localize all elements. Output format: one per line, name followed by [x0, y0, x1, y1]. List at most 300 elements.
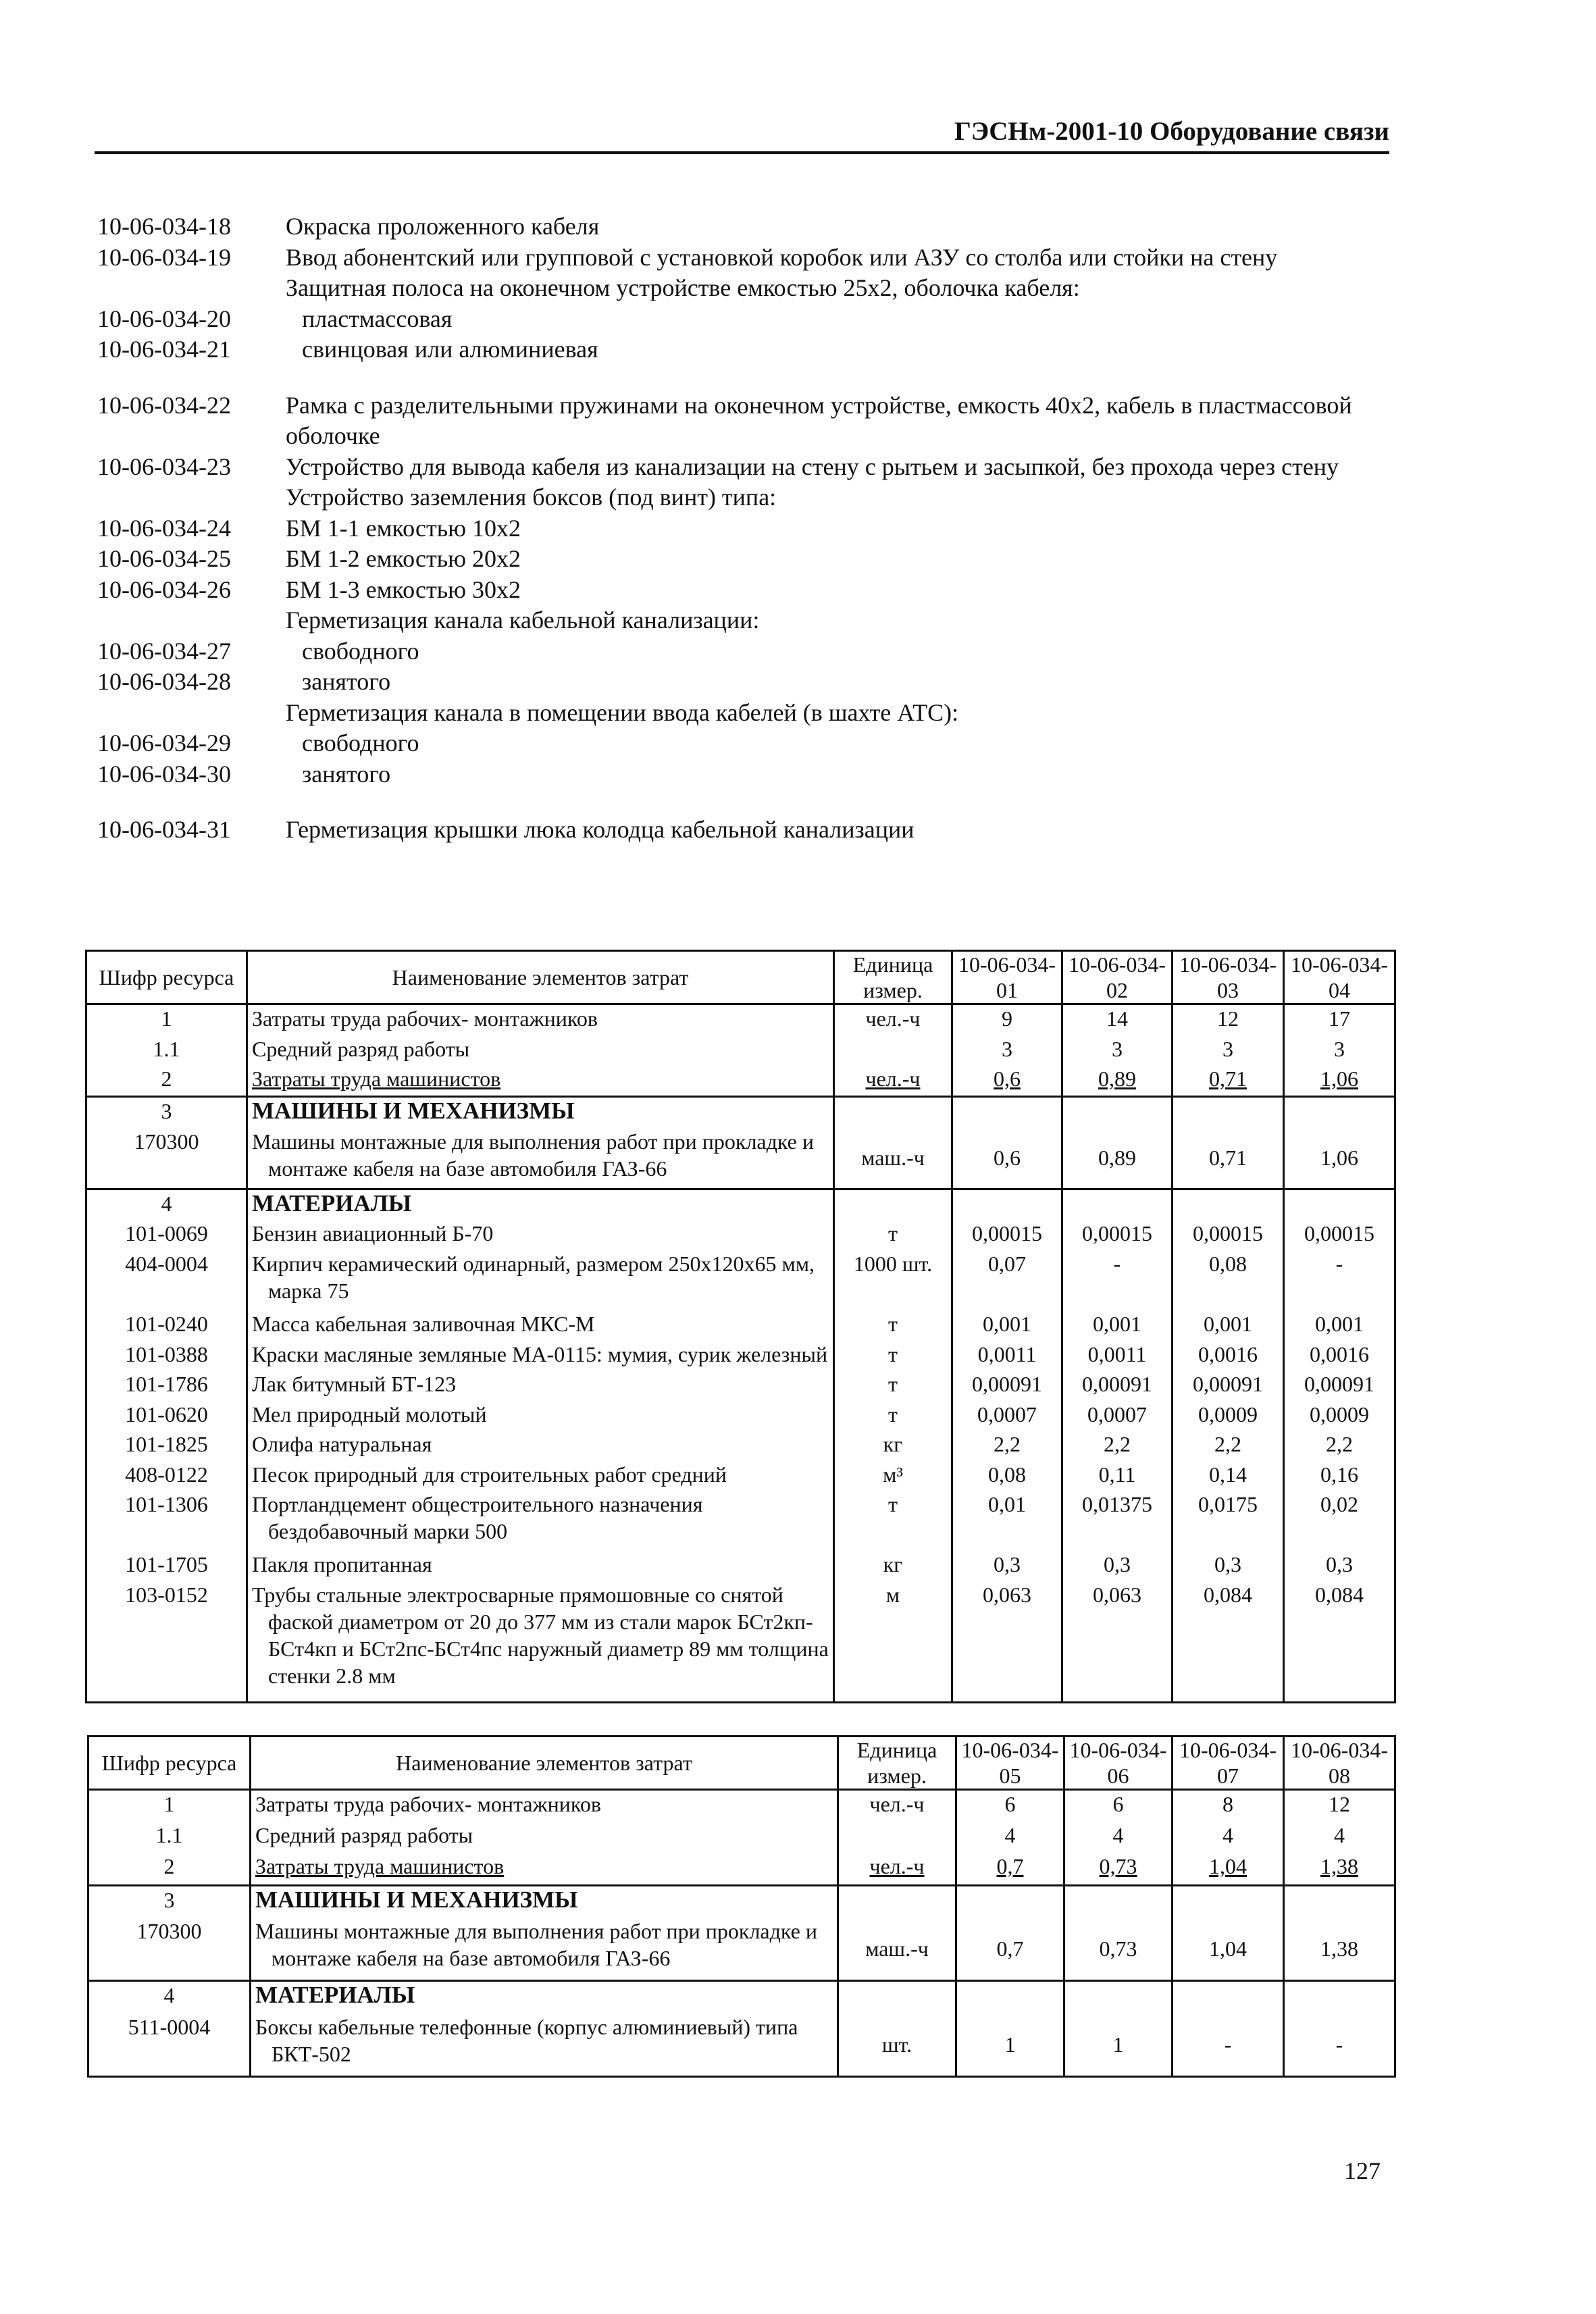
- value-cell: [1173, 1981, 1284, 2013]
- value-cell: [1062, 1370, 1173, 1401]
- table-row: [88, 1853, 1395, 1885]
- unit-text: кг: [883, 1552, 903, 1577]
- value-text: 0,00091: [972, 1372, 1042, 1397]
- value-text: 0,001: [1093, 1312, 1141, 1337]
- value-text: 0,00091: [1082, 1372, 1152, 1397]
- item-description: Герметизация канала в помещении ввода кабелей (в шахте АТС):: [286, 698, 959, 726]
- code-list-item: [97, 242, 1381, 274]
- value-text: 12: [1329, 1792, 1350, 1816]
- resource-code: 511-0004: [88, 2013, 251, 2077]
- item-code: 10-06-034-24: [97, 514, 231, 542]
- section-row: [88, 1885, 1395, 1918]
- unit-cell: [834, 1310, 952, 1341]
- unit-text: т: [888, 1372, 898, 1397]
- cost-element-text: Бензин авиационный Б-70: [252, 1221, 494, 1246]
- value-cell: [952, 1096, 1062, 1127]
- cost-element-text: МАШИНЫ И МЕХАНИЗМЫ: [252, 1097, 575, 1124]
- value-cell: [1284, 1250, 1395, 1310]
- value-cell: [1173, 1189, 1284, 1220]
- resource-table-1: [85, 950, 1396, 1703]
- value-text: 0,00091: [1193, 1372, 1263, 1397]
- value-cell: [1062, 1004, 1173, 1035]
- value-cell: [1284, 1790, 1395, 1822]
- code-list-item: [97, 605, 1381, 636]
- value-cell: [1173, 1128, 1284, 1189]
- value-text: 4: [1334, 1823, 1345, 1848]
- value-text: 0,001: [1315, 1312, 1364, 1337]
- item-code: 10-06-034-19: [97, 243, 231, 271]
- value-cell: [1284, 1220, 1395, 1250]
- value-cell: [1173, 1401, 1284, 1431]
- header-col: 10-06-034-05: [956, 1737, 1064, 1790]
- unit-cell: [834, 1431, 952, 1461]
- value-cell: [1173, 1581, 1284, 1703]
- value-text: 0,00015: [972, 1221, 1042, 1246]
- unit-text: м³: [883, 1462, 903, 1487]
- unit-cell: [834, 1096, 952, 1127]
- value-text: 0,01: [988, 1492, 1026, 1517]
- value-text: 0,00015: [1304, 1221, 1374, 1246]
- table-row: [86, 1370, 1395, 1401]
- resource-code: 101-0069: [86, 1220, 247, 1250]
- resource-code: 2: [86, 1065, 247, 1096]
- value-text: 12: [1217, 1006, 1239, 1031]
- resource-code: 1: [88, 1790, 251, 1822]
- value-text: 4: [1112, 1823, 1124, 1848]
- cost-element-text: Затраты труда рабочих- монтажников: [255, 1792, 601, 1816]
- cost-element-name: [247, 1004, 834, 1035]
- cost-element-text: Краски масляные земляные МА-0115: мумия, сурик железный: [252, 1341, 828, 1366]
- value-text: 0,084: [1204, 1582, 1252, 1607]
- cost-element-name: [247, 1581, 834, 1703]
- table-row: [86, 1551, 1395, 1581]
- code-list-item: [97, 334, 1381, 365]
- value-cell: [1062, 1250, 1173, 1310]
- value-cell: [1173, 1885, 1284, 1918]
- resource-code: 101-1306: [86, 1491, 247, 1551]
- code-list-item: [97, 759, 1381, 790]
- value-text: 4: [1004, 1823, 1016, 1848]
- value-text: 0,7: [996, 1936, 1024, 1961]
- table-row: [86, 1128, 1395, 1189]
- unit-cell: [838, 1885, 956, 1918]
- value-cell: [1062, 1065, 1173, 1096]
- value-text: 14: [1106, 1006, 1128, 1031]
- value-cell: [952, 1004, 1062, 1035]
- value-cell: [1064, 1822, 1173, 1853]
- unit-cell: [834, 1551, 952, 1581]
- value-text: 0,00091: [1304, 1372, 1374, 1397]
- value-text: 0,0007: [977, 1402, 1037, 1426]
- item-description: пластмассовая: [302, 305, 453, 332]
- table-row: [86, 1401, 1395, 1431]
- value-cell: [952, 1310, 1062, 1341]
- value-cell: [1062, 1581, 1173, 1703]
- value-cell: [952, 1581, 1062, 1703]
- header-col: 10-06-034-08: [1284, 1737, 1395, 1790]
- page-number: 127: [1344, 2157, 1381, 2184]
- cost-element-name: [251, 1822, 838, 1853]
- page-header: [95, 115, 1389, 154]
- section-row: [86, 1096, 1395, 1127]
- value-text: 0,08: [988, 1462, 1026, 1487]
- unit-cell: [834, 1189, 952, 1220]
- value-text: 1,38: [1320, 1936, 1358, 1961]
- value-text: 0,02: [1320, 1492, 1358, 1517]
- value-text: 2,2: [1326, 1432, 1353, 1457]
- value-text: 0,0009: [1198, 1402, 1258, 1426]
- value-cell: [952, 1128, 1062, 1189]
- value-cell: [1284, 1065, 1395, 1096]
- header-col: 10-06-034-07: [1173, 1737, 1284, 1790]
- item-description: свободного: [302, 637, 419, 665]
- item-code: 10-06-034-27: [97, 637, 231, 665]
- value-cell: [1062, 1461, 1173, 1491]
- value-text: 4: [1222, 1823, 1233, 1848]
- table-row: [86, 1431, 1395, 1461]
- item-code: 10-06-034-31: [97, 816, 231, 843]
- value-text: -: [1335, 2032, 1343, 2057]
- cost-element-name: [251, 2013, 838, 2077]
- unit-cell: [834, 1035, 952, 1066]
- cost-element-text: Пакля пропитанная: [252, 1552, 432, 1577]
- value-text: 1: [1112, 2032, 1124, 2057]
- code-list-item: [97, 390, 1381, 452]
- value-text: 2,2: [994, 1432, 1021, 1457]
- value-cell: [1284, 1370, 1395, 1401]
- item-code: 10-06-034-22: [97, 391, 231, 419]
- item-description: БМ 1-2 емкостью 20х2: [286, 545, 521, 572]
- value-text: 0,0007: [1087, 1402, 1147, 1426]
- cost-element-text: Средний разряд работы: [252, 1036, 470, 1061]
- item-code: 10-06-034-30: [97, 760, 231, 788]
- value-cell: [1064, 2013, 1173, 2077]
- value-text: 0,11: [1098, 1462, 1136, 1487]
- item-description: занятого: [302, 668, 391, 695]
- value-text: 3: [1334, 1036, 1345, 1061]
- value-text: 0,0011: [977, 1341, 1037, 1366]
- value-text: 0,0016: [1310, 1341, 1369, 1366]
- item-code: 10-06-034-23: [97, 453, 231, 480]
- value-text: 1,04: [1209, 1936, 1247, 1961]
- unit-cell: [834, 1401, 952, 1431]
- header-unit: Единица измер.: [838, 1737, 956, 1790]
- value-text: 3: [1112, 1036, 1123, 1061]
- value-cell: [1284, 1461, 1395, 1491]
- value-cell: [1284, 1581, 1395, 1703]
- cost-element-text: Трубы стальные электросварные прямошовные со снятой фаской диаметром от 20 до 377 мм из стали марок БСт2кп-БСт4кп и БСт2пс-БСт4пс наружный диаметр 89 мм толщина стенки 2.8 мм: [252, 1582, 829, 1688]
- item-code: 10-06-034-20: [97, 305, 231, 332]
- header-name: Наименование элементов затрат: [247, 951, 834, 1004]
- document-title: ГЭСНм-2001-10 Оборудование связи: [954, 117, 1389, 146]
- table-row: [86, 1220, 1395, 1250]
- unit-text: чел.-ч: [865, 1006, 921, 1031]
- value-cell: [952, 1220, 1062, 1250]
- value-text: 0,01375: [1082, 1492, 1152, 1517]
- value-cell: [1173, 1551, 1284, 1581]
- value-text: 6: [1004, 1792, 1016, 1816]
- section-row: [86, 1189, 1395, 1220]
- value-cell: [1284, 1822, 1395, 1853]
- code-list-item: [97, 273, 1381, 304]
- value-cell: [1064, 1981, 1173, 2013]
- item-code: 10-06-034-29: [97, 729, 231, 756]
- cost-element-text: Затраты труда машинистов: [252, 1066, 501, 1091]
- value-cell: [1284, 1853, 1395, 1885]
- value-cell: [1284, 1551, 1395, 1581]
- cost-element-text: Мел природный молотый: [252, 1402, 487, 1426]
- code-list-item: [97, 544, 1381, 575]
- unit-text: м: [885, 1582, 900, 1607]
- value-cell: [1173, 1790, 1284, 1822]
- header-unit: Единица измер.: [834, 951, 952, 1004]
- value-text: 0,3: [1214, 1552, 1241, 1577]
- value-cell: [956, 1790, 1064, 1822]
- value-cell: [1062, 1551, 1173, 1581]
- value-cell: [1062, 1491, 1173, 1551]
- value-cell: [1062, 1035, 1173, 1066]
- value-cell: [952, 1401, 1062, 1431]
- unit-cell: [838, 1981, 956, 2013]
- value-cell: [1173, 1491, 1284, 1551]
- value-cell: [1064, 1918, 1173, 1981]
- unit-cell: [834, 1581, 952, 1703]
- value-text: 8: [1222, 1792, 1233, 1816]
- value-cell: [1173, 2013, 1284, 2077]
- value-text: 0,71: [1209, 1146, 1247, 1171]
- value-cell: [956, 1918, 1064, 1981]
- value-cell: [1173, 1035, 1284, 1066]
- value-text: 0,3: [1326, 1552, 1353, 1577]
- cost-element-text: Средний разряд работы: [255, 1823, 473, 1848]
- value-text: 3: [1222, 1036, 1233, 1061]
- cost-element-name: [251, 1790, 838, 1822]
- value-text: 17: [1329, 1006, 1350, 1031]
- value-text: 0,0011: [1087, 1341, 1147, 1366]
- value-text: 0,3: [1104, 1552, 1131, 1577]
- value-cell: [1173, 1461, 1284, 1491]
- resource-code: 101-0240: [86, 1310, 247, 1341]
- unit-cell: [834, 1341, 952, 1371]
- value-cell: [952, 1431, 1062, 1461]
- table-row: [88, 1790, 1395, 1822]
- value-cell: [1173, 1250, 1284, 1310]
- table-row: [86, 1065, 1395, 1096]
- table-row: [86, 1461, 1395, 1491]
- unit-cell: [834, 1128, 952, 1189]
- value-cell: [956, 1885, 1064, 1918]
- cost-element-text: Боксы кабельные телефонные (корпус алюминиевый) типа БКТ-502: [255, 2014, 798, 2066]
- value-cell: [1062, 1189, 1173, 1220]
- code-list-item: [97, 452, 1381, 483]
- unit-cell: [838, 2013, 956, 2077]
- unit-cell: [834, 1065, 952, 1096]
- unit-text: т: [888, 1341, 898, 1366]
- cost-element-text: МАТЕРИАЛЫ: [255, 1982, 415, 2009]
- item-description: Устройство заземления боксов (под винт) типа:: [286, 484, 777, 511]
- resource-code: 408-0122: [86, 1461, 247, 1491]
- resource-code: 101-0388: [86, 1341, 247, 1371]
- cost-element-text: Машины монтажные для выполнения работ при прокладке и монтаже кабеля на базе автомобиля ГАЗ-66: [255, 1918, 817, 1970]
- unit-cell: [834, 1004, 952, 1035]
- value-text: 0,0016: [1198, 1341, 1258, 1366]
- resource-code: 170300: [86, 1128, 247, 1189]
- unit-text: маш.-ч: [865, 1936, 929, 1961]
- value-cell: [1062, 1096, 1173, 1127]
- unit-text: т: [888, 1402, 898, 1426]
- resource-table-2: [87, 1735, 1396, 2078]
- table-header-row: [86, 951, 1395, 1004]
- value-cell: [956, 1853, 1064, 1885]
- table-row: [86, 1581, 1395, 1703]
- value-text: 0,001: [983, 1312, 1031, 1337]
- cost-element-text: Лак битумный БТ-123: [252, 1372, 457, 1397]
- unit-text: маш.-ч: [861, 1146, 925, 1171]
- value-text: 0,14: [1209, 1462, 1247, 1487]
- resource-code: 101-1786: [86, 1370, 247, 1401]
- cost-element-text: Кирпич керамический одинарный, размером 250х120х65 мм, марка 75: [252, 1251, 815, 1303]
- value-text: 0,7: [996, 1854, 1024, 1879]
- header-code: Шифр ресурса: [86, 951, 247, 1004]
- value-cell: [1173, 1065, 1284, 1096]
- code-list-item: [97, 667, 1381, 698]
- cost-element-name: [247, 1310, 834, 1341]
- item-code: 10-06-034-25: [97, 545, 231, 572]
- cost-element-name: [247, 1189, 834, 1220]
- value-cell: [1284, 1035, 1395, 1066]
- cost-element-text: Олифа натуральная: [252, 1432, 432, 1457]
- resource-code: 4: [86, 1189, 247, 1220]
- value-cell: [1284, 1981, 1395, 2013]
- value-text: 2,2: [1214, 1432, 1241, 1457]
- unit-cell: [834, 1491, 952, 1551]
- cost-element-text: Затраты труда машинистов: [255, 1854, 505, 1879]
- cost-element-text: МАШИНЫ И МЕХАНИЗМЫ: [255, 1886, 578, 1913]
- table-row: [88, 1822, 1395, 1853]
- code-list-item: [97, 698, 1381, 729]
- value-text: 0,71: [1209, 1066, 1247, 1091]
- value-text: 0,89: [1098, 1066, 1136, 1091]
- item-description: Защитная полоса на оконечном устройстве емкостью 25х2, оболочка кабеля:: [286, 274, 1080, 301]
- value-text: 0,063: [983, 1582, 1031, 1607]
- header-code: Шифр ресурса: [88, 1737, 251, 1790]
- item-code: 10-06-034-28: [97, 668, 231, 695]
- value-cell: [1062, 1401, 1173, 1431]
- value-cell: [1173, 1341, 1284, 1371]
- cost-element-text: Песок природный для строительных работ средний: [252, 1462, 727, 1487]
- value-text: 0,6: [994, 1066, 1021, 1091]
- unit-cell: [834, 1250, 952, 1310]
- item-description: занятого: [302, 760, 391, 788]
- table-row: [86, 1491, 1395, 1551]
- unit-text: шт.: [881, 2032, 912, 2057]
- value-text: 0,3: [994, 1552, 1021, 1577]
- item-code: 10-06-034-21: [97, 336, 231, 363]
- value-text: 9: [1002, 1006, 1012, 1031]
- value-cell: [1173, 1310, 1284, 1341]
- unit-cell: [838, 1790, 956, 1822]
- value-cell: [956, 1822, 1064, 1853]
- value-text: -: [1335, 1251, 1343, 1276]
- value-text: 0,73: [1099, 1936, 1137, 1961]
- value-text: 0,0175: [1198, 1492, 1258, 1517]
- resource-code: 101-0620: [86, 1401, 247, 1431]
- cost-element-name: [247, 1551, 834, 1581]
- cost-element-name: [247, 1491, 834, 1551]
- header-name: Наименование элементов затрат: [251, 1737, 838, 1790]
- cost-element-text: Масса кабельная заливочная МКС-М: [252, 1312, 595, 1337]
- value-cell: [1284, 1431, 1395, 1461]
- unit-text: чел.-ч: [865, 1066, 921, 1091]
- value-cell: [1062, 1431, 1173, 1461]
- value-cell: [1284, 1096, 1395, 1127]
- unit-text: кг: [883, 1432, 903, 1457]
- section-row: [88, 1981, 1395, 2013]
- code-list-item: [97, 575, 1381, 606]
- value-text: 0,084: [1315, 1582, 1364, 1607]
- value-cell: [1173, 1822, 1284, 1853]
- value-cell: [1284, 1128, 1395, 1189]
- resource-code: 1.1: [88, 1822, 251, 1853]
- cost-element-text: МАТЕРИАЛЫ: [252, 1189, 412, 1216]
- resource-code: 170300: [88, 1918, 251, 1981]
- resource-code: 103-0152: [86, 1581, 247, 1703]
- code-list-item: [97, 636, 1381, 667]
- unit-text: т: [888, 1492, 898, 1517]
- header-col: 10-06-034-04: [1284, 951, 1395, 1004]
- cost-element-name: [247, 1128, 834, 1189]
- cost-element-text: Затраты труда рабочих- монтажников: [252, 1006, 598, 1031]
- item-code: 10-06-034-26: [97, 575, 231, 603]
- cost-element-name: [247, 1370, 834, 1401]
- value-text: 2,2: [1104, 1432, 1131, 1457]
- table-row: [86, 1341, 1395, 1371]
- value-cell: [1284, 1341, 1395, 1371]
- value-cell: [952, 1370, 1062, 1401]
- resource-code: 101-1705: [86, 1551, 247, 1581]
- cost-element-name: [247, 1065, 834, 1096]
- value-text: 3: [1002, 1036, 1012, 1061]
- cost-element-text: Машины монтажные для выполнения работ при прокладке и монтаже кабеля на базе автомобиля ГАЗ-66: [252, 1129, 814, 1181]
- value-text: -: [1113, 1251, 1121, 1276]
- value-cell: [1284, 1918, 1395, 1981]
- code-list-item: [97, 211, 1381, 242]
- value-cell: [1284, 1491, 1395, 1551]
- table-header-row: [88, 1737, 1395, 1790]
- item-description: свинцовая или алюминиевая: [302, 336, 598, 363]
- value-text: 1,06: [1320, 1066, 1358, 1091]
- cost-element-name: [247, 1035, 834, 1066]
- value-cell: [1064, 1853, 1173, 1885]
- value-cell: [1173, 1370, 1284, 1401]
- unit-text: 1000 шт.: [853, 1251, 933, 1276]
- resource-code: 2: [88, 1853, 251, 1885]
- resource-code: 404-0004: [86, 1250, 247, 1310]
- resource-code: 4: [88, 1981, 251, 2013]
- item-description: Рамка с разделительными пружинами на оконечном устройстве, емкость 40х2, кабель в пластмассовой оболочке: [286, 391, 1352, 449]
- value-text: 0,6: [994, 1146, 1021, 1171]
- value-text: 6: [1112, 1792, 1124, 1816]
- item-description: БМ 1-3 емкостью 30х2: [286, 575, 521, 603]
- value-cell: [1173, 1918, 1284, 1981]
- code-list: [97, 211, 1381, 846]
- header-col: 10-06-034-02: [1062, 951, 1173, 1004]
- value-text: 0,16: [1320, 1462, 1358, 1487]
- item-description: Герметизация крышки люка колодца кабельной канализации: [286, 816, 915, 843]
- header-col: 10-06-034-03: [1173, 951, 1284, 1004]
- code-list-item: [97, 304, 1381, 335]
- table-row: [86, 1310, 1395, 1341]
